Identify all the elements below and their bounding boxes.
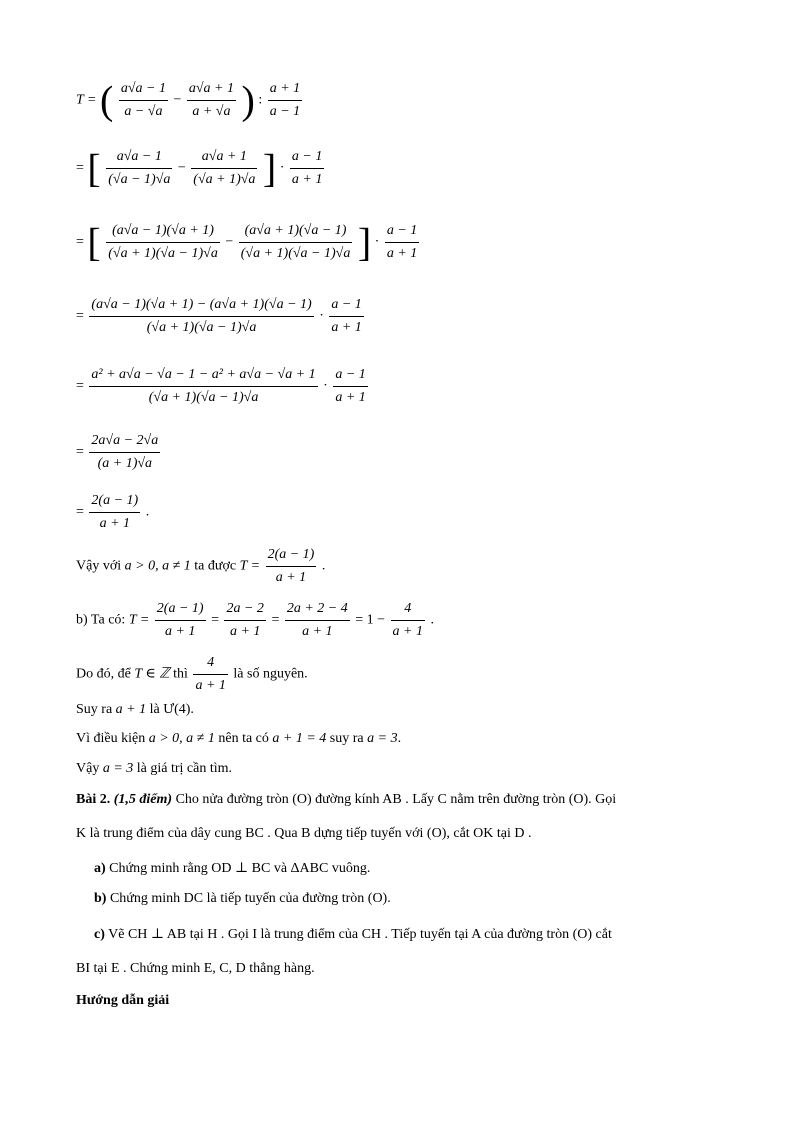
lhs-T: T =	[76, 92, 97, 108]
equation-line-6: = $\frac{2a√a - 2√a}{(a + 1)√a}$	[76, 433, 159, 471]
fraction: $\frac{2a + 2 - 4}{a + 1}$	[286, 601, 348, 639]
bai-2-line-2: K là trung điểm của dây cung BC . Qua B dựng tiếp tuyến với (O), cắt OK tại D .	[76, 826, 532, 841]
fraction: $\frac{2(a - 1)}{a + 1}$	[267, 547, 315, 585]
text-suy-ra: Suy ra a + 1 là Ư(4).	[76, 702, 194, 717]
equation-line-5: = $\frac{\text{a² + a√a − √a − 1 − a² + a√a − √a + 1}}{(√a + 1)(√a - 1)√a}$ · $\frac{a - 1}{a + 1}$	[76, 367, 366, 405]
fraction: $\frac{\text{a² + a√a − √a − 1 − a² + a√a − √a + 1}}{(√a + 1)(√a - 1)√a}$	[91, 367, 316, 405]
fraction: $\frac{a√a + 1}{(√a + 1)√a}$	[193, 149, 256, 187]
bai-2-part-c: c) Vẽ CH ⊥ AB tại H . Gọi I là trung điểm của CH . Tiếp tuyến tại A của đường tròn (O) cắt	[94, 927, 612, 942]
text-vay: Vậy a = 3 là giá trị cần tìm.	[76, 761, 233, 776]
solution-guide-heading: Hướng dẫn giải	[76, 993, 170, 1008]
equation-line-7: = $\frac{2(a - 1)}{a + 1}$ .	[76, 493, 150, 531]
conclusion-part-a: Vậy với a > 0, a ≠ 1 ta được T = $\frac{2(a - 1)}{a + 1}$ .	[76, 547, 326, 585]
fraction: $\frac{4}{a + 1}$	[195, 655, 226, 693]
fraction: $\frac{a + 1}{a - 1}$	[269, 81, 301, 119]
text-vi-dieu-kien: Vì điều kiện a > 0, a ≠ 1 nên ta có a + 1 = 4 suy ra a = 3.	[76, 731, 402, 746]
fraction: $\frac{a - 1}{a + 1}$	[386, 223, 418, 261]
fraction: $\frac{a√a + 1}{a + √a}$	[188, 81, 234, 119]
fraction: $\frac{2(a - 1)}{a + 1}$	[91, 493, 139, 531]
fraction: $\frac{2a - 2}{a + 1}$	[226, 601, 264, 639]
fraction: $\frac{a - 1}{a + 1}$	[335, 367, 366, 405]
fraction: $\frac{2(a - 1)}{a + 1}$	[156, 601, 204, 639]
fraction: $\frac{a - 1}{a + 1}$	[331, 297, 362, 335]
fraction: $\frac{a - 1}{a + 1}$	[291, 149, 323, 187]
equation-line-1: T = ( $\frac{a√a - 1}{a - √a}$ − $\frac{a√a + 1}{a + √a}$ ) : $\frac{a + 1}{a - 1}$	[76, 77, 301, 123]
bai-2-part-c-line-2: BI tại E . Chứng minh E, C, D thẳng hàng.	[76, 961, 315, 976]
equation-line-2: = [ $\frac{a√a - 1}{(√a - 1)√a}$ − $\frac{a√a + 1}{(√a + 1)√a}$ ] · $\frac{a - 1}{a + 1}$	[76, 145, 323, 191]
fraction: $\frac{(a√a - 1)(√a + 1)}{(√a + 1)(√a - 1)√a}$	[108, 223, 218, 261]
fraction: $\frac{(a√a - 1)(√a + 1) - (a√a + 1)(√a - 1)}{(√a + 1)(√a - 1)√a}$	[91, 297, 312, 335]
fraction: $\frac{2a√a - 2√a}{(a + 1)√a}$	[91, 433, 159, 471]
equation-line-3: = [ $\frac{(a√a - 1)(√a + 1)}{(√a + 1)(√a - 1)√a}$ − $\frac{(a√a + 1)(√a - 1)}{(√a + 1)(√a - 1)√a}$ ] · $\frac{a - 1}{a + 1}$	[76, 219, 418, 265]
fraction: $\frac{a√a - 1}{a - √a}$	[120, 81, 166, 119]
text-do-do: Do đó, để T ∈ ℤ thì $\frac{4}{a + 1}$ là số nguyên.	[76, 655, 308, 693]
fraction: $\frac{4}{a + 1}$	[392, 601, 423, 639]
bai-2-part-b: b) Chứng minh DC là tiếp tuyến của đường tròn (O).	[94, 891, 391, 906]
bai-2-part-a: a) Chứng minh rằng OD ⊥ BC và ΔABC vuông.	[94, 861, 371, 876]
part-b-equation: b) Ta có: T = $\frac{2(a - 1)}{a + 1}$ = $\frac{2a - 2}{a + 1}$ = $\frac{2a + 2 - 4}{a + 1}$ = 1 − $\frac{4}{a + 1}$ .	[76, 601, 434, 639]
bai-2-line-1: Bài 2. (1,5 điểm) Cho nửa đường tròn (O) đường kính AB . Lấy C nằm trên đường tròn (O). Gọi	[76, 792, 617, 807]
equation-line-4: = $\frac{(a√a - 1)(√a + 1) - (a√a + 1)(√a - 1)}{(√a + 1)(√a - 1)√a}$ · $\frac{a - 1}{a + 1}$	[76, 297, 362, 335]
fraction: $\frac{(a√a + 1)(√a - 1)}{(√a + 1)(√a - 1)√a}$	[240, 223, 351, 261]
fraction: $\frac{a√a - 1}{(√a - 1)√a}$	[108, 149, 171, 187]
